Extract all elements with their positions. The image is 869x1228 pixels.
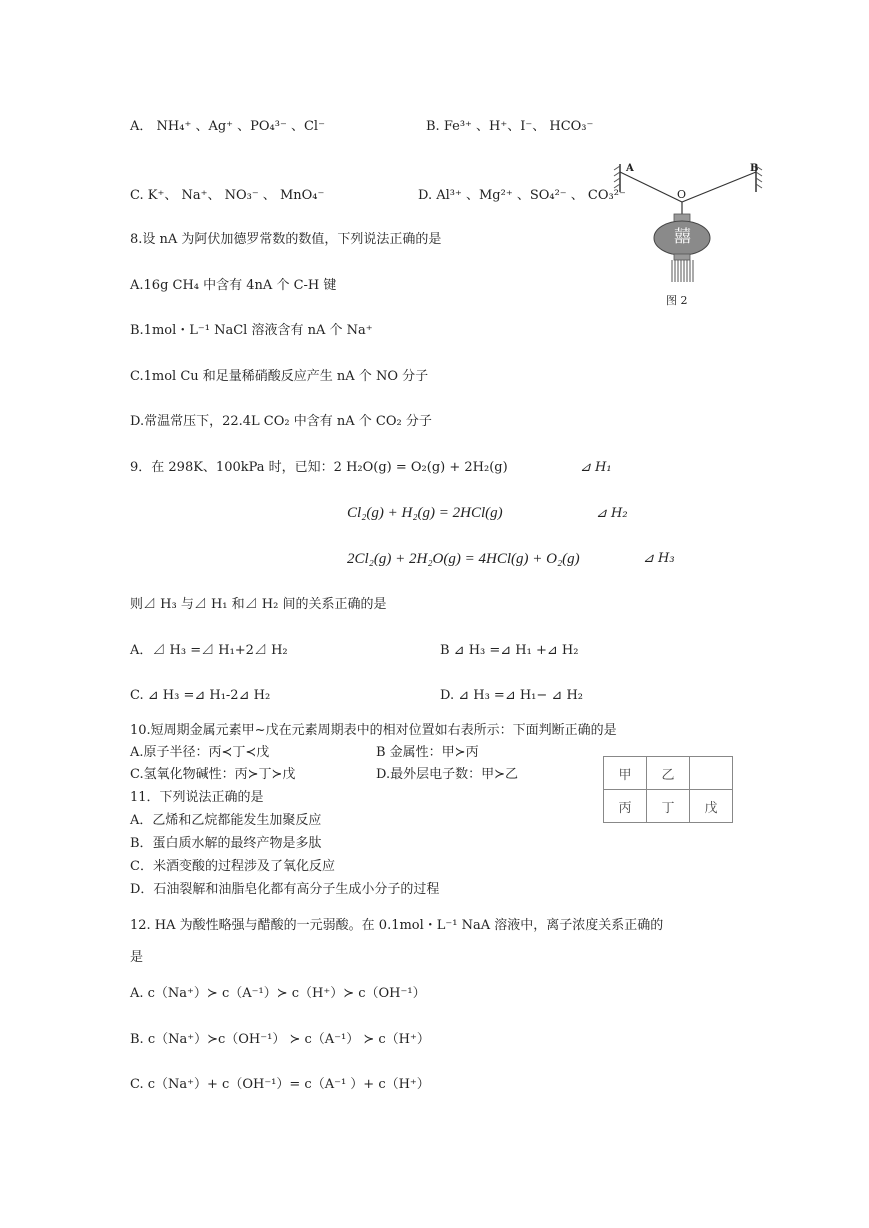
q12-option-b: B. c（Na⁺）≻c（OH⁻¹） ≻ c（A⁻¹） ≻ c（H⁺） [130,1032,430,1047]
periodic-position-table [603,756,733,823]
q11-option-d: D．石油裂解和油脂皂化都有高分子生成小分子的过程 [130,882,440,897]
q9-option-b: B ⊿ H₃ =⊿ H₁ +⊿ H₂ [440,643,579,658]
q7-option-c: C. K⁺、 Na⁺、 NO₃⁻ 、 MnO₄⁻ [130,188,325,203]
table-row [604,757,733,790]
q8-option-c: C.1mol Cu 和足量稀硝酸反应产生 nA 个 NO 分子 [130,369,429,384]
q9-question: 则⊿ H₃ 与⊿ H₁ 和⊿ H₂ 间的关系正确的是 [130,597,387,612]
q11-option-c: C．米酒变酸的过程涉及了氧化反应 [130,859,335,874]
q12-option-a: A. c（Na⁺）≻ c（A⁻¹）≻ c（H⁺）≻ c（OH⁻¹） [130,986,426,1001]
figure-label-a: A [626,163,634,174]
q10-stem: 10.短周期金属元素甲~戊在元素周期表中的相对位置如右表所示：下面判断正确的是 [130,723,617,738]
q7-option-a: A． NH₄⁺ 、Ag⁺ 、PO₄³⁻ 、Cl⁻ [130,119,325,134]
q9-equation-2: Cl₂(g) + H₂(g) = 2HCl(g) [347,505,503,521]
q9-option-c: C. ⊿ H₃ =⊿ H₁-2⊿ H₂ [130,688,271,703]
q8-option-a: A.16g CH₄ 中含有 4nA 个 C-H 键 [130,278,337,293]
q9-stem: 9．在 298K、100kPa 时，已知：2 H₂O(g) = O₂(g) + 2H₂(g) [130,460,508,475]
table-cell-bing: 丙 [604,790,647,823]
q9-dh1: ⊿ H₁ [580,460,612,475]
q11-option-a: A．乙烯和乙烷都能发生加聚反应 [130,813,322,828]
table-row [604,790,733,823]
q8-option-b: B.1mol・L⁻¹ NaCl 溶液含有 nA 个 Na⁺ [130,323,373,338]
q11-stem: 11．下列说法正确的是 [130,790,264,805]
q12-option-c: C. c（Na⁺）+ c（OH⁻¹）= c（A⁻¹ ）+ c（H⁺） [130,1077,430,1092]
q7-option-d: D. Al³⁺ 、Mg²⁺ 、SO₄²⁻ 、 CO₃²⁻ [418,188,626,203]
q10-option-a: A.原子半径：丙≺丁≺戊 [130,745,270,760]
q10-option-b: B 金属性：甲≻丙 [376,745,479,760]
q12-stem: 12. HA 为酸性略强与醋酸的一元弱酸。在 0.1mol・L⁻¹ NaA 溶液中，离子浓度关系正确的 [130,918,664,933]
table-cell-wu: 戊 [690,790,733,823]
q8-option-d: D.常温常压下，22.4L CO₂ 中含有 nA 个 CO₂ 分子 [130,414,432,429]
q12-stem-continued: 是 [130,950,144,965]
q9-equation-3: 2Cl₂(g) + 2H₂O(g) = 4HCl(g) + O₂(g) [347,551,580,567]
table-cell-ding: 丁 [647,790,690,823]
figure-label-o: O [677,188,687,201]
q9-dh3: ⊿ H₃ [643,551,675,566]
q10-option-d: D.最外层电子数：甲≻乙 [376,767,518,782]
figure-caption: 图 2 [666,294,688,307]
q7-option-b: B. Fe³⁺ 、H⁺、I⁻、 HCO₃⁻ [426,119,594,134]
lantern-character: 囍 [674,227,691,247]
q11-option-b: B．蛋白质水解的最终产物是多肽 [130,836,322,851]
q10-option-c: C.氢氧化物碱性：丙≻丁≻戊 [130,767,296,782]
q8-stem: 8.设 nA 为阿伏加德罗常数的数值，下列说法正确的是 [130,232,442,247]
q9-option-a: A．⊿ H₃ =⊿ H₁+2⊿ H₂ [130,643,288,658]
figure-label-b: B [750,163,759,174]
table-cell-empty [690,757,733,790]
table-cell-jia: 甲 [604,757,647,790]
q9-dh2: ⊿ H₂ [596,506,628,521]
q9-option-d: D. ⊿ H₃ =⊿ H₁− ⊿ H₂ [440,688,583,703]
table-cell-yi: 乙 [647,757,690,790]
